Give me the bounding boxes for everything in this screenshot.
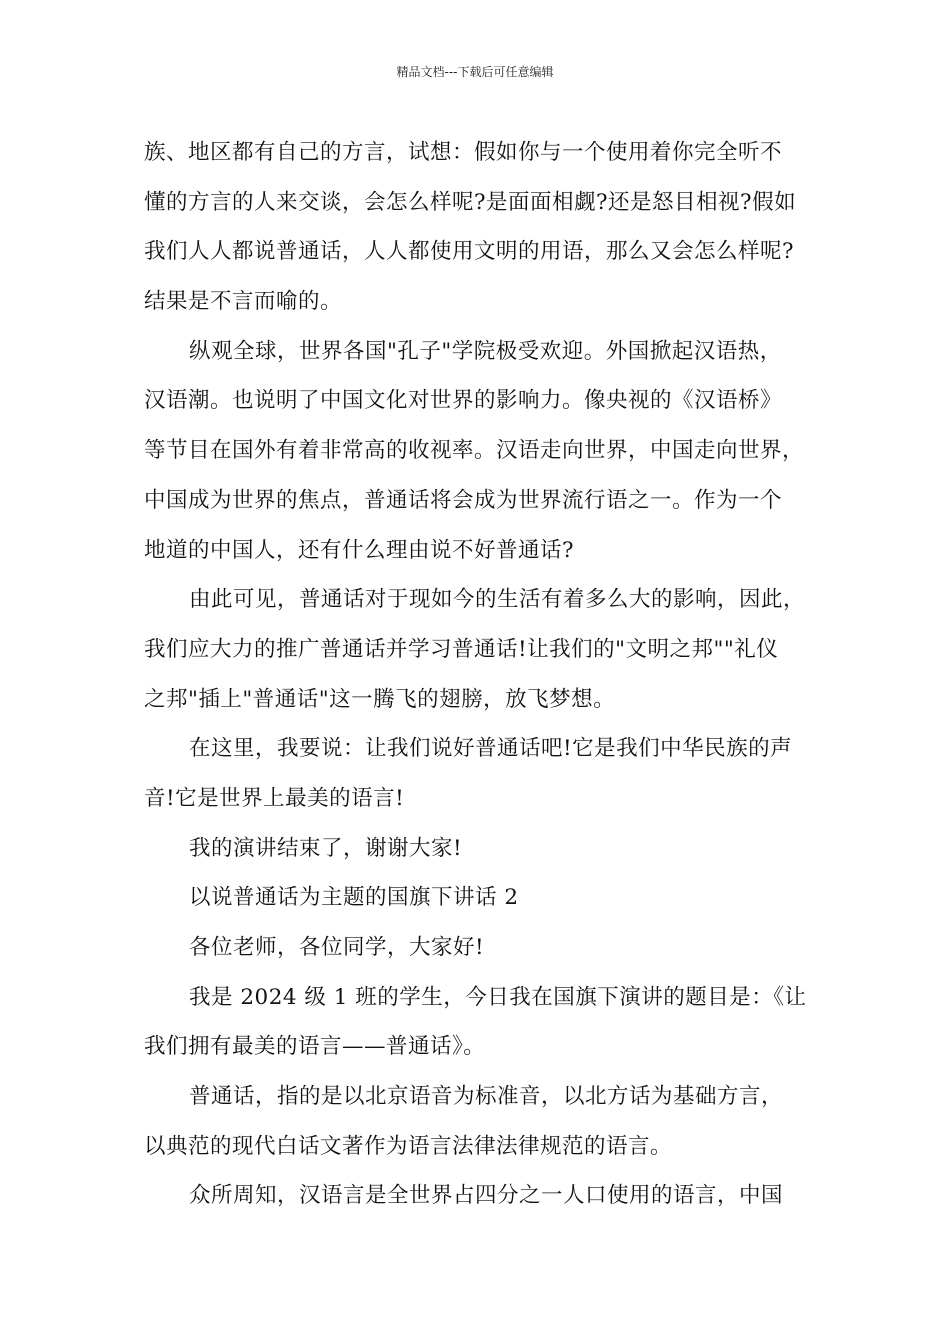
body-text-line: 之邦"插上"普通话"这一腾飞的翅膀，放飞梦想。 bbox=[144, 686, 616, 712]
document-body bbox=[144, 128, 824, 1221]
body-text-line: 普通话，指的是以北京语音为标准音，以北方话为基础方言， bbox=[189, 1084, 784, 1110]
body-text-line: 我们拥有最美的语言——普通话》。 bbox=[144, 1034, 486, 1060]
body-text-line: 地道的中国人，还有什么理由说不好普通话? bbox=[144, 537, 575, 563]
body-text-line: 音!它是世界上最美的语言! bbox=[144, 785, 405, 811]
body-text-line: 汉语潮。也说明了中国文化对世界的影响力。像央视的《汉语桥》 bbox=[144, 388, 783, 414]
body-text-line: 我的演讲结束了，谢谢大家! bbox=[189, 835, 463, 861]
body-text-line: 各位老师，各位同学，大家好! bbox=[189, 935, 485, 960]
body-text-line: 结果是不言而喻的。 bbox=[144, 289, 343, 315]
body-text-line: 等节目在国外有着非常高的收视率。汉语走向世界，中国走向世界， bbox=[144, 438, 805, 464]
body-text-line: 以说普通话为主题的国旗下讲话 2 bbox=[189, 885, 519, 911]
body-text-line: 我是 2024 级 1 班的学生，今日我在国旗下演讲的题目是：《让 bbox=[189, 984, 807, 1010]
body-text-line: 以典范的现代白话文著作为语言法律法律规范的语言。 bbox=[144, 1133, 673, 1159]
body-text-line: 我们人人都说普通话，人人都使用文明的用语，那么又会怎么样呢? bbox=[144, 239, 795, 265]
body-text-line: 我们应大力的推广普通话并学习普通话!让我们的"文明之邦""礼仪 bbox=[144, 636, 779, 662]
body-text-line: 纵观全球，世界各国"孔子"学院极受欢迎。外国掀起汉语热， bbox=[189, 338, 782, 364]
body-text-line: 中国成为世界的焦点，普通话将会成为世界流行语之一。作为一个 bbox=[144, 487, 783, 513]
body-text-line: 懂的方言的人来交谈，会怎么样呢?是面面相觑?还是怒目相视?假如 bbox=[144, 189, 797, 215]
body-text-line: 族、地区都有自己的方言，试想：假如你与一个使用着你完全听不 bbox=[144, 140, 783, 165]
body-text-line: 在这里，我要说：让我们说好普通话吧!它是我们中华民族的声 bbox=[189, 736, 793, 762]
page-header: 精品文档---下载后可任意编辑 bbox=[396, 65, 554, 79]
body-text-line: 众所周知，汉语言是全世界占四分之一人口使用的语言，中国 bbox=[189, 1183, 784, 1209]
body-text-line: 由此可见，普通话对于现如今的生活有着多么大的影响，因此， bbox=[189, 587, 806, 613]
